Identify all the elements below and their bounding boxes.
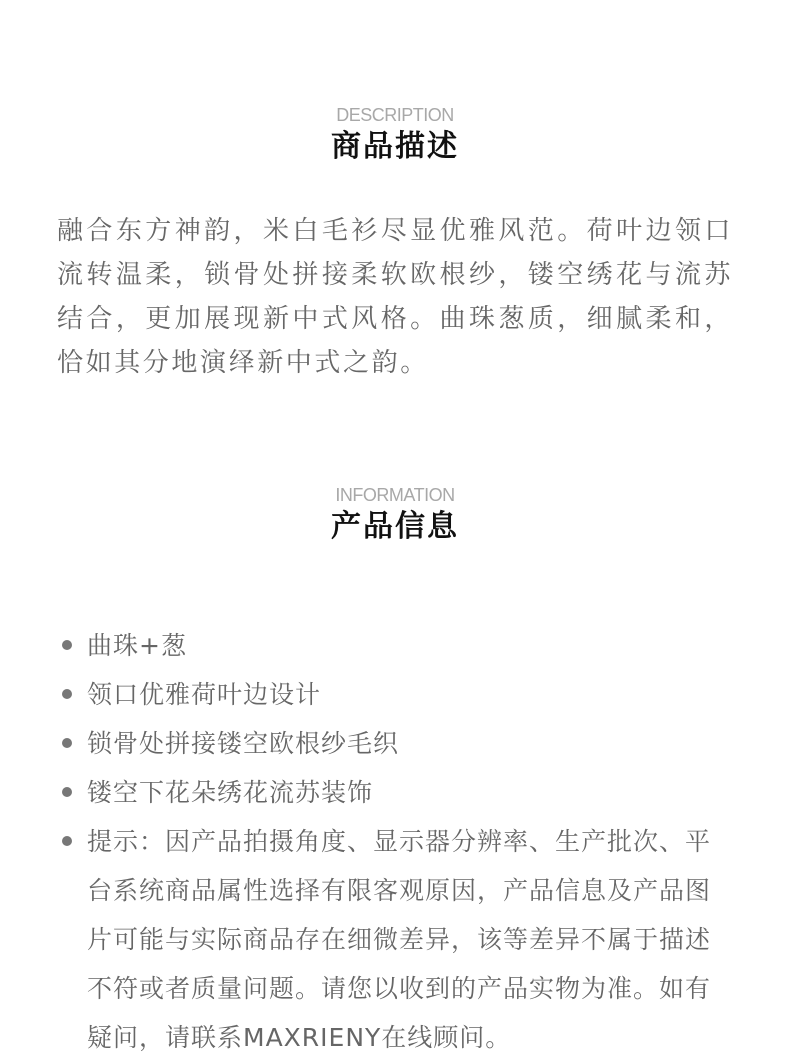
description-section-title: 商品描述: [331, 129, 459, 164]
bullet-icon: [62, 640, 72, 650]
list-item: [0, 670, 732, 719]
list-item-notice: [0, 817, 732, 1062]
list-item-text: 领口优雅荷叶边设计: [87, 680, 322, 709]
description-section-label: DESCRIPTION: [336, 105, 454, 125]
bullet-icon: [62, 689, 72, 699]
list-item: [0, 621, 732, 670]
list-item-text: 锁骨处拼接镂空欧根纱毛织: [87, 729, 400, 758]
information-section-label: INFORMATION: [335, 485, 455, 505]
information-list: [0, 621, 790, 1062]
list-item: [0, 719, 732, 768]
information-section-title: 产品信息: [331, 509, 459, 544]
bullet-icon: [62, 836, 72, 846]
list-item-text: 镂空下花朵绣花流苏装饰: [87, 778, 374, 807]
notice-text: 提示：因产品拍摄角度、显示器分辨率、生产批次、平台系统商品属性选择有限客观原因，产品信息及产品图片可能与实际商品存在细微差异，该等差异不属于描述不符或者质量问题。请您以收到的产品实物为准。如有疑问，请联系MAXRIENY在线顾问。: [87, 827, 712, 1052]
list-item: [0, 768, 732, 817]
bullet-icon: [62, 738, 72, 748]
bullet-icon: [62, 787, 72, 797]
list-item-text: 曲珠+葱: [87, 631, 187, 660]
description-text: 融合东方神韵，米白毛衫尽显优雅风范。荷叶边领口流转温柔，锁骨处拼接柔软欧根纱，镂空绣花与流苏结合，更加展现新中式风格。曲珠葱质，细腻柔和，恰如其分地演绎新中式之韵。: [57, 216, 733, 378]
